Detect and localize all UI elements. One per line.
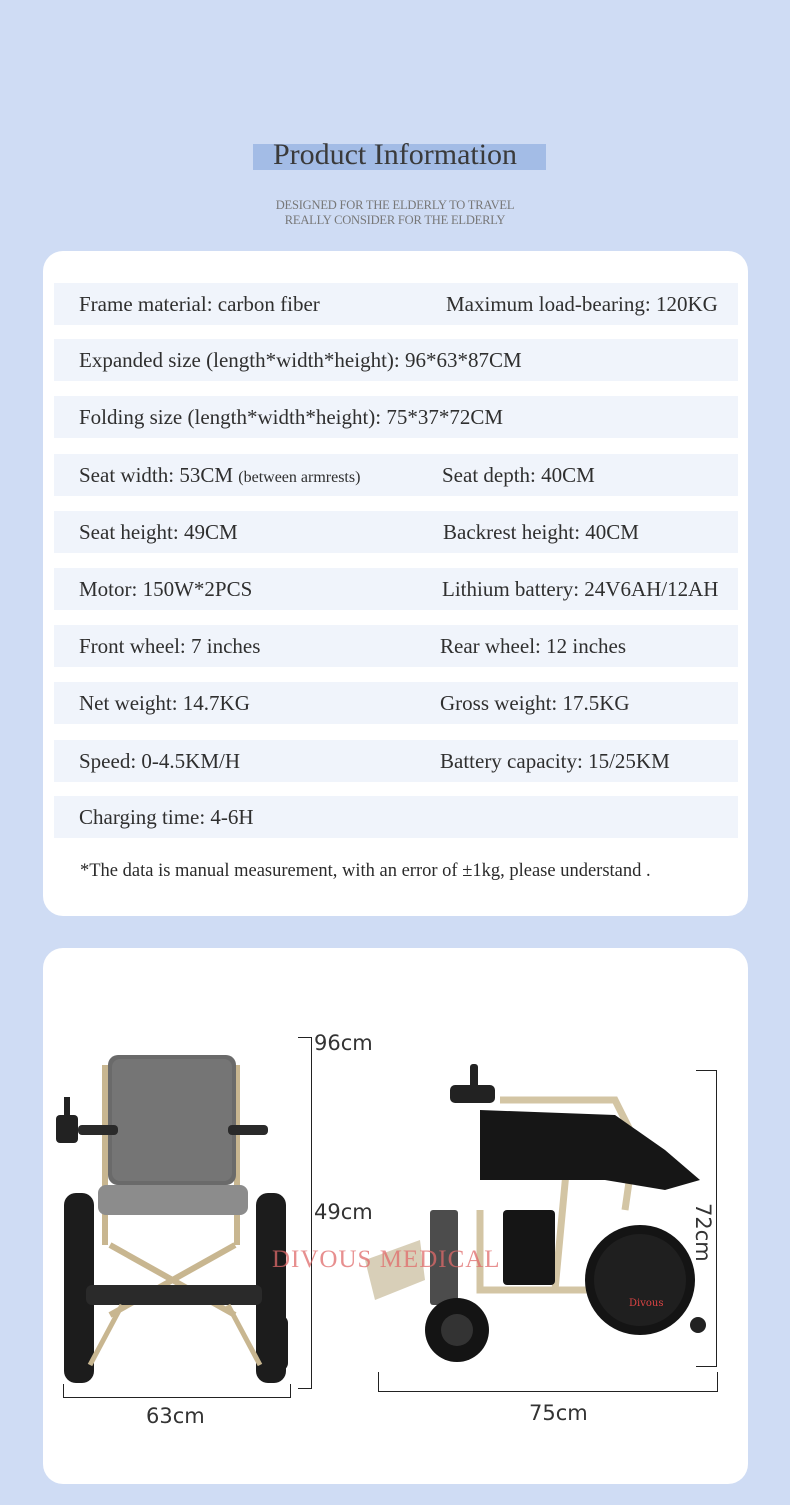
seat-width-value: Seat width: 53CM	[79, 463, 234, 487]
spec-motor: Motor: 150W*2PCS	[79, 577, 253, 601]
spec-capacity: Battery capacity: 15/25KM	[440, 749, 670, 773]
dim-width-label: 63cm	[146, 1404, 205, 1428]
dim-height-label: 96cm	[314, 1031, 373, 1055]
wheelchair-folded-image	[365, 1060, 715, 1365]
spec-seat-depth: Seat depth: 40CM	[442, 463, 595, 487]
dim-seat-height-label: 49cm	[314, 1200, 373, 1224]
spec-row	[54, 796, 738, 838]
spec-gross-weight: Gross weight: 17.5KG	[440, 691, 630, 715]
spec-row	[54, 396, 738, 438]
spec-row	[54, 454, 738, 496]
page-title: Product Information	[272, 138, 518, 171]
dim-tick-right	[717, 1372, 718, 1392]
subtitle-line-2: REALLY CONSIDER FOR THE ELDERLY	[284, 213, 506, 227]
dim-length-label: 75cm	[529, 1401, 588, 1425]
dim-tick-bottom	[298, 1388, 312, 1389]
spec-net-weight: Net weight: 14.7KG	[79, 691, 250, 715]
spec-expanded: Expanded size (length*width*height): 96*63*87CM	[79, 348, 522, 372]
dim-tick-left	[378, 1372, 379, 1392]
spec-frame: Frame material: carbon fiber	[79, 292, 320, 316]
spec-row	[54, 511, 738, 553]
spec-row	[54, 740, 738, 782]
wheel-logo: Divous	[629, 1298, 664, 1309]
spec-speed: Speed: 0-4.5KM/H	[79, 749, 240, 773]
spec-folding: Folding size (length*width*height): 75*37*72CM	[79, 405, 504, 429]
dim-tick-top	[696, 1070, 717, 1071]
spec-row	[54, 339, 738, 381]
spec-backrest: Backrest height: 40CM	[443, 520, 639, 544]
brand-watermark: DIVOUS MEDICAL	[272, 1246, 501, 1273]
dim-tick-left	[63, 1384, 64, 1398]
seat-width-note: (between armrests)	[238, 469, 361, 486]
spec-rear-wheel: Rear wheel: 12 inches	[440, 634, 627, 658]
dim-length-line	[378, 1391, 718, 1392]
wheelchair-front-image	[50, 1025, 300, 1395]
spec-battery: Lithium battery: 24V6AH/12AH	[442, 577, 719, 601]
spec-seat-height: Seat height: 49CM	[79, 520, 238, 544]
spec-row	[54, 283, 738, 325]
spec-charging: Charging time: 4-6H	[79, 805, 254, 829]
dim-folded-height-label: 72cm	[691, 1203, 715, 1262]
subtitle-line-1: DESIGNED FOR THE ELDERLY TO TRAVEL	[275, 198, 515, 212]
dim-tick-bottom	[696, 1366, 717, 1367]
spec-front-wheel: Front wheel: 7 inches	[79, 634, 261, 658]
spec-row	[54, 682, 738, 724]
spec-load: Maximum load-bearing: 120KG	[446, 292, 718, 316]
dim-folded-height-line	[716, 1070, 717, 1367]
dim-tick-top	[298, 1037, 312, 1038]
spec-row	[54, 568, 738, 610]
dim-tick-right	[290, 1384, 291, 1398]
spec-seat-width	[79, 463, 360, 488]
dim-height-line	[311, 1037, 312, 1389]
measurement-note: *The data is manual measurement, with an error of ±1kg, please understand .	[80, 861, 651, 881]
spec-row	[54, 625, 738, 667]
dim-width-line	[63, 1397, 291, 1398]
